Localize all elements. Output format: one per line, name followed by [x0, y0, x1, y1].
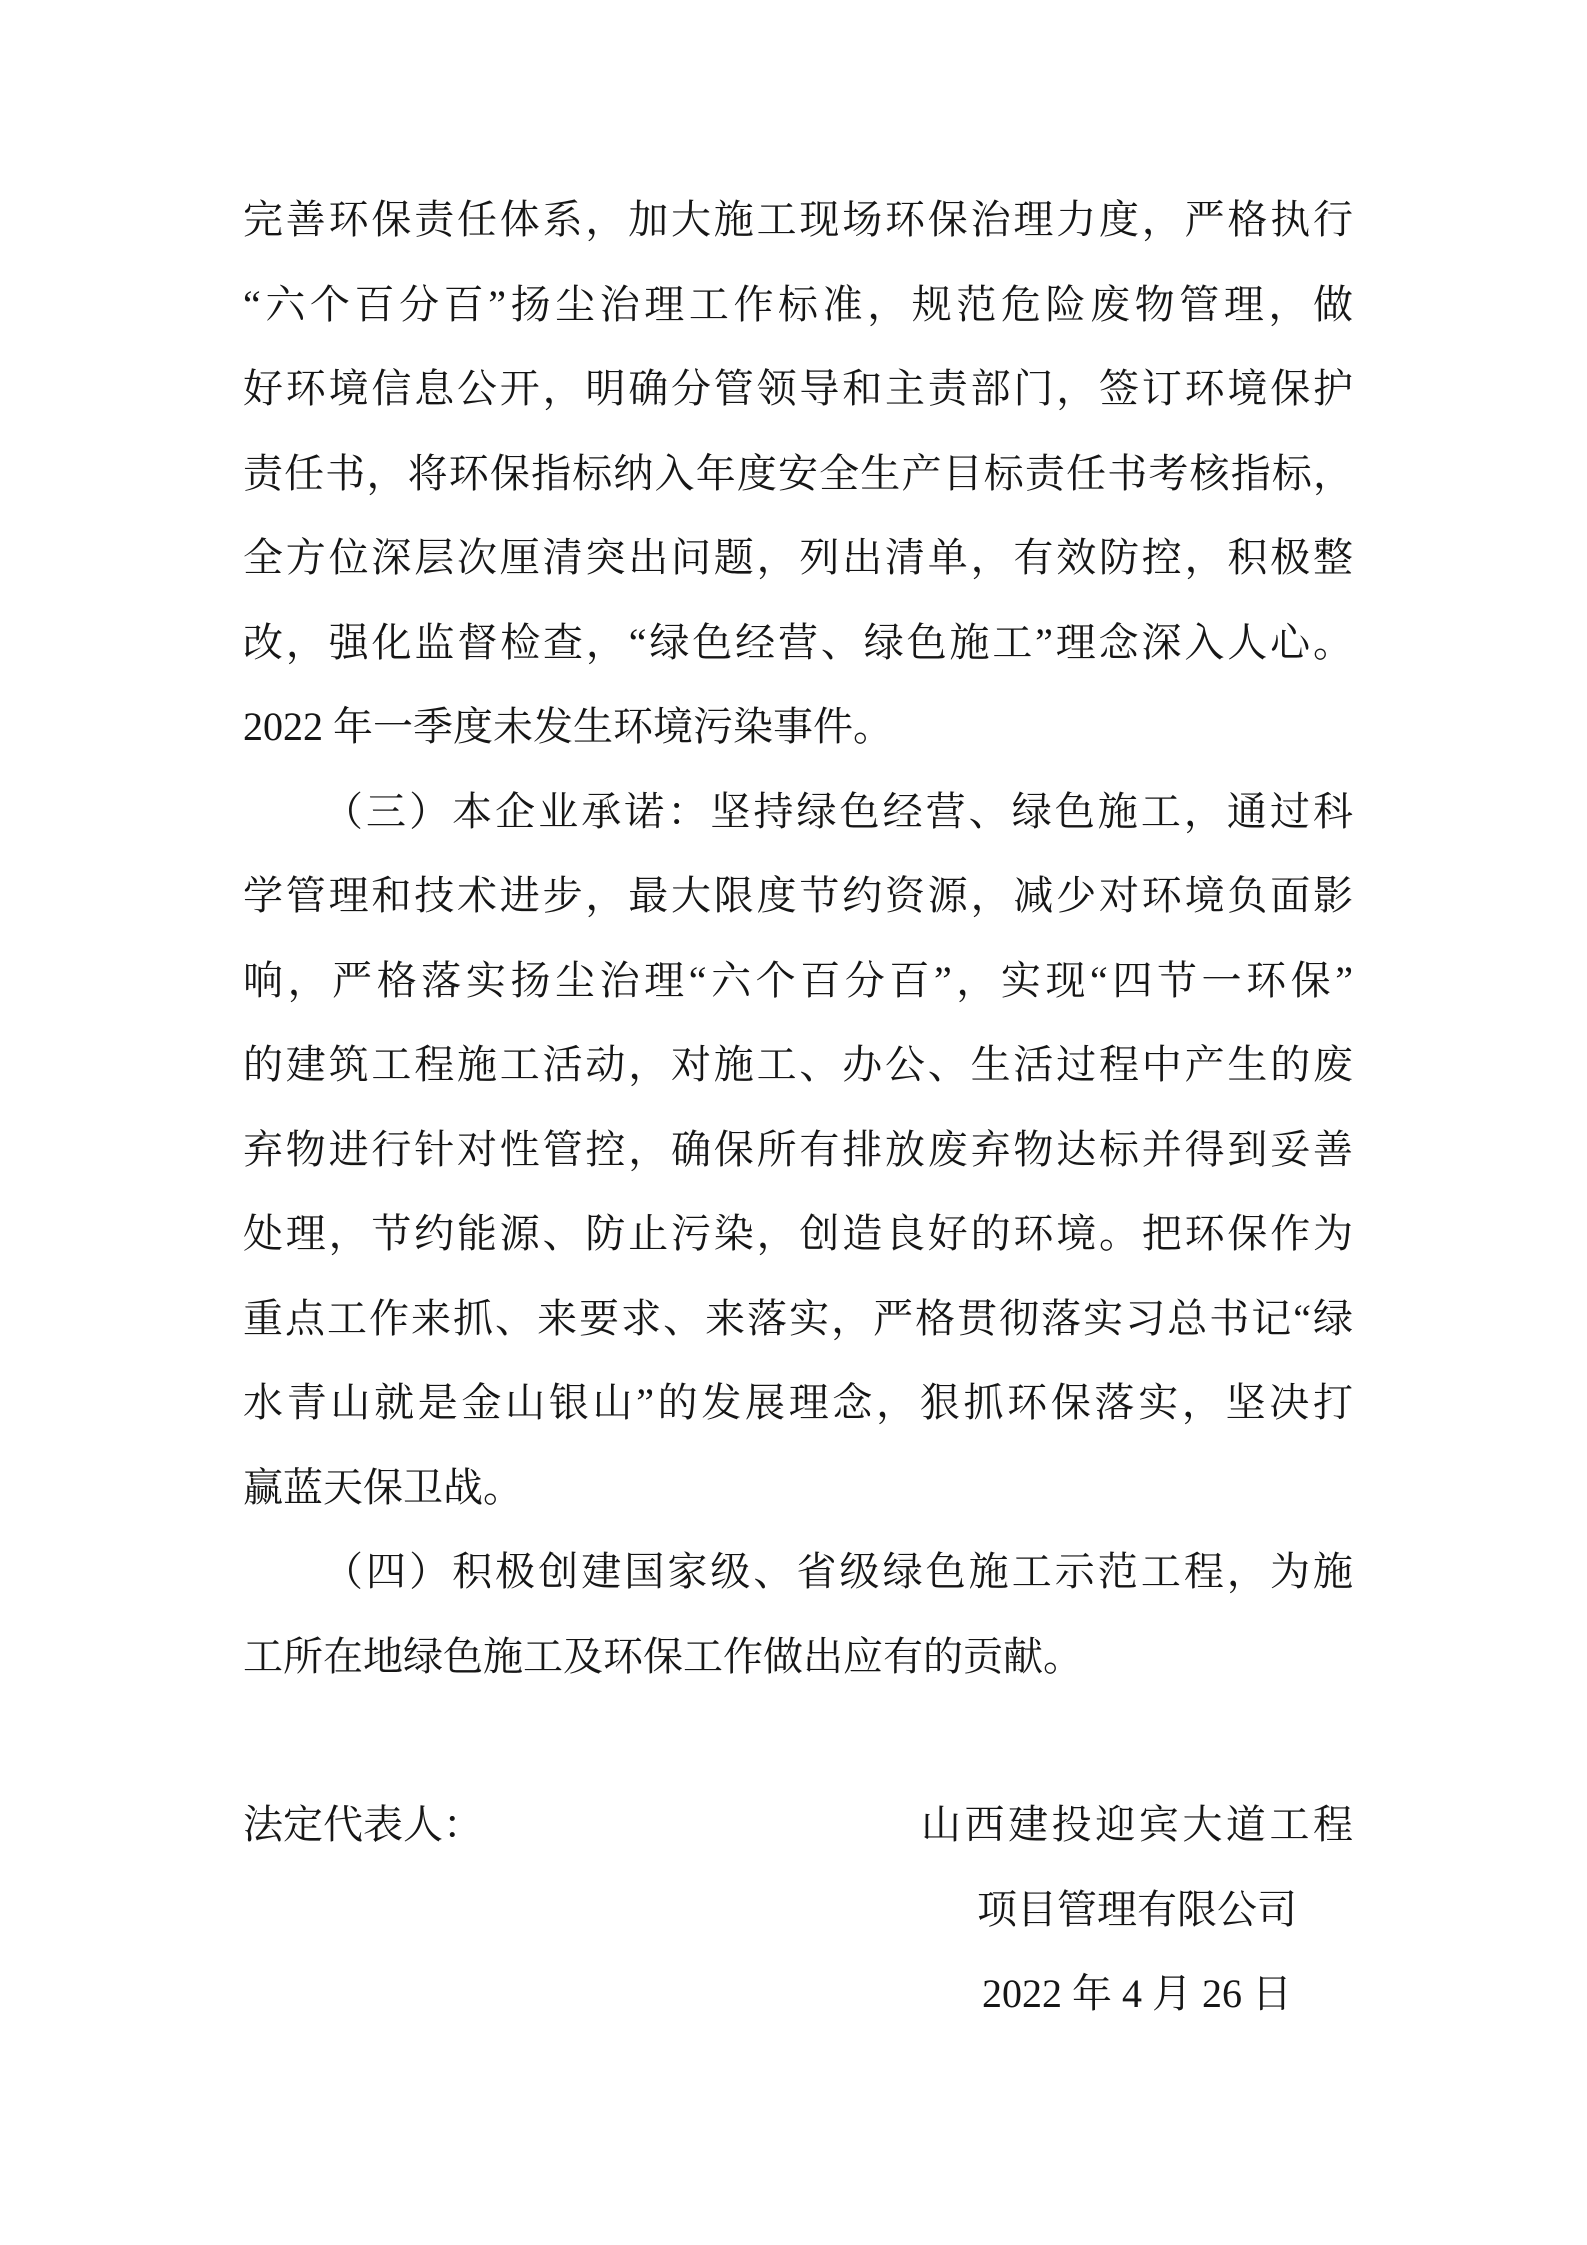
- body-line: 好环境信息公开，明确分管领导和主责部门，签订环境保护: [243, 366, 1353, 411]
- body-line: （三）本企业承诺：坚持绿色经营、绿色施工，通过科: [323, 788, 1353, 834]
- body-line: 水青山就是金山银山”的发展理念，狠抓环保落实，坚决打: [243, 1380, 1353, 1425]
- body-line: 响，严格落实扬尘治理“六个百分百”，实现“四节一环保”: [243, 957, 1353, 1003]
- body-line: 学管理和技术进步，最大限度节约资源，减少对环境负面影: [243, 873, 1353, 918]
- signature-date: 2022 年 4 月 26 日: [982, 1971, 1292, 2016]
- signature-company-block: [921, 1783, 1353, 2037]
- body-line: 改，强化监督检查，“绿色经营、绿色施工”理念深入人心。: [243, 619, 1353, 665]
- body-line: 工所在地绿色施工及环保工作做出应有的贡献。: [243, 1633, 1083, 1679]
- document-body: [243, 178, 1353, 1699]
- body-line: 责任书，将环保指标纳入年度安全生产目标责任书考核指标，: [243, 450, 1353, 496]
- body-line: 的建筑工程施工活动，对施工、办公、生活过程中产生的废: [243, 1042, 1353, 1087]
- legal-representative-label: 法定代表人：: [243, 1802, 483, 1847]
- body-line: 全方位深层次厘清突出问题，列出清单，有效防控，积极整: [243, 535, 1353, 580]
- body-line: 处理，节约能源、防止污染，创造良好的环境。把环保作为: [243, 1211, 1353, 1256]
- body-line: （四）积极创建国家级、省级绿色施工示范工程，为施: [323, 1549, 1353, 1594]
- company-name-line-2: 项目管理有限公司: [977, 1886, 1297, 1932]
- company-name-line-1: 山西建投迎宾大道工程: [921, 1802, 1353, 1847]
- body-line: 赢蓝天保卫战。: [243, 1464, 523, 1510]
- body-line: 完善环保责任体系，加大施工现场环保治理力度，严格执行: [243, 197, 1353, 242]
- body-line: 2022 年一季度未发生环境污染事件。: [243, 704, 893, 749]
- body-line: 重点工作来抓、来要求、来落实，严格贯彻落实习总书记“绿: [243, 1295, 1353, 1341]
- body-line: “六个百分百”扬尘治理工作标准，规范危险废物管理，做: [243, 281, 1353, 327]
- signature-block: [243, 1783, 1353, 2037]
- body-line: 弃物进行针对性管控，确保所有排放废弃物达标并得到妥善: [243, 1126, 1353, 1172]
